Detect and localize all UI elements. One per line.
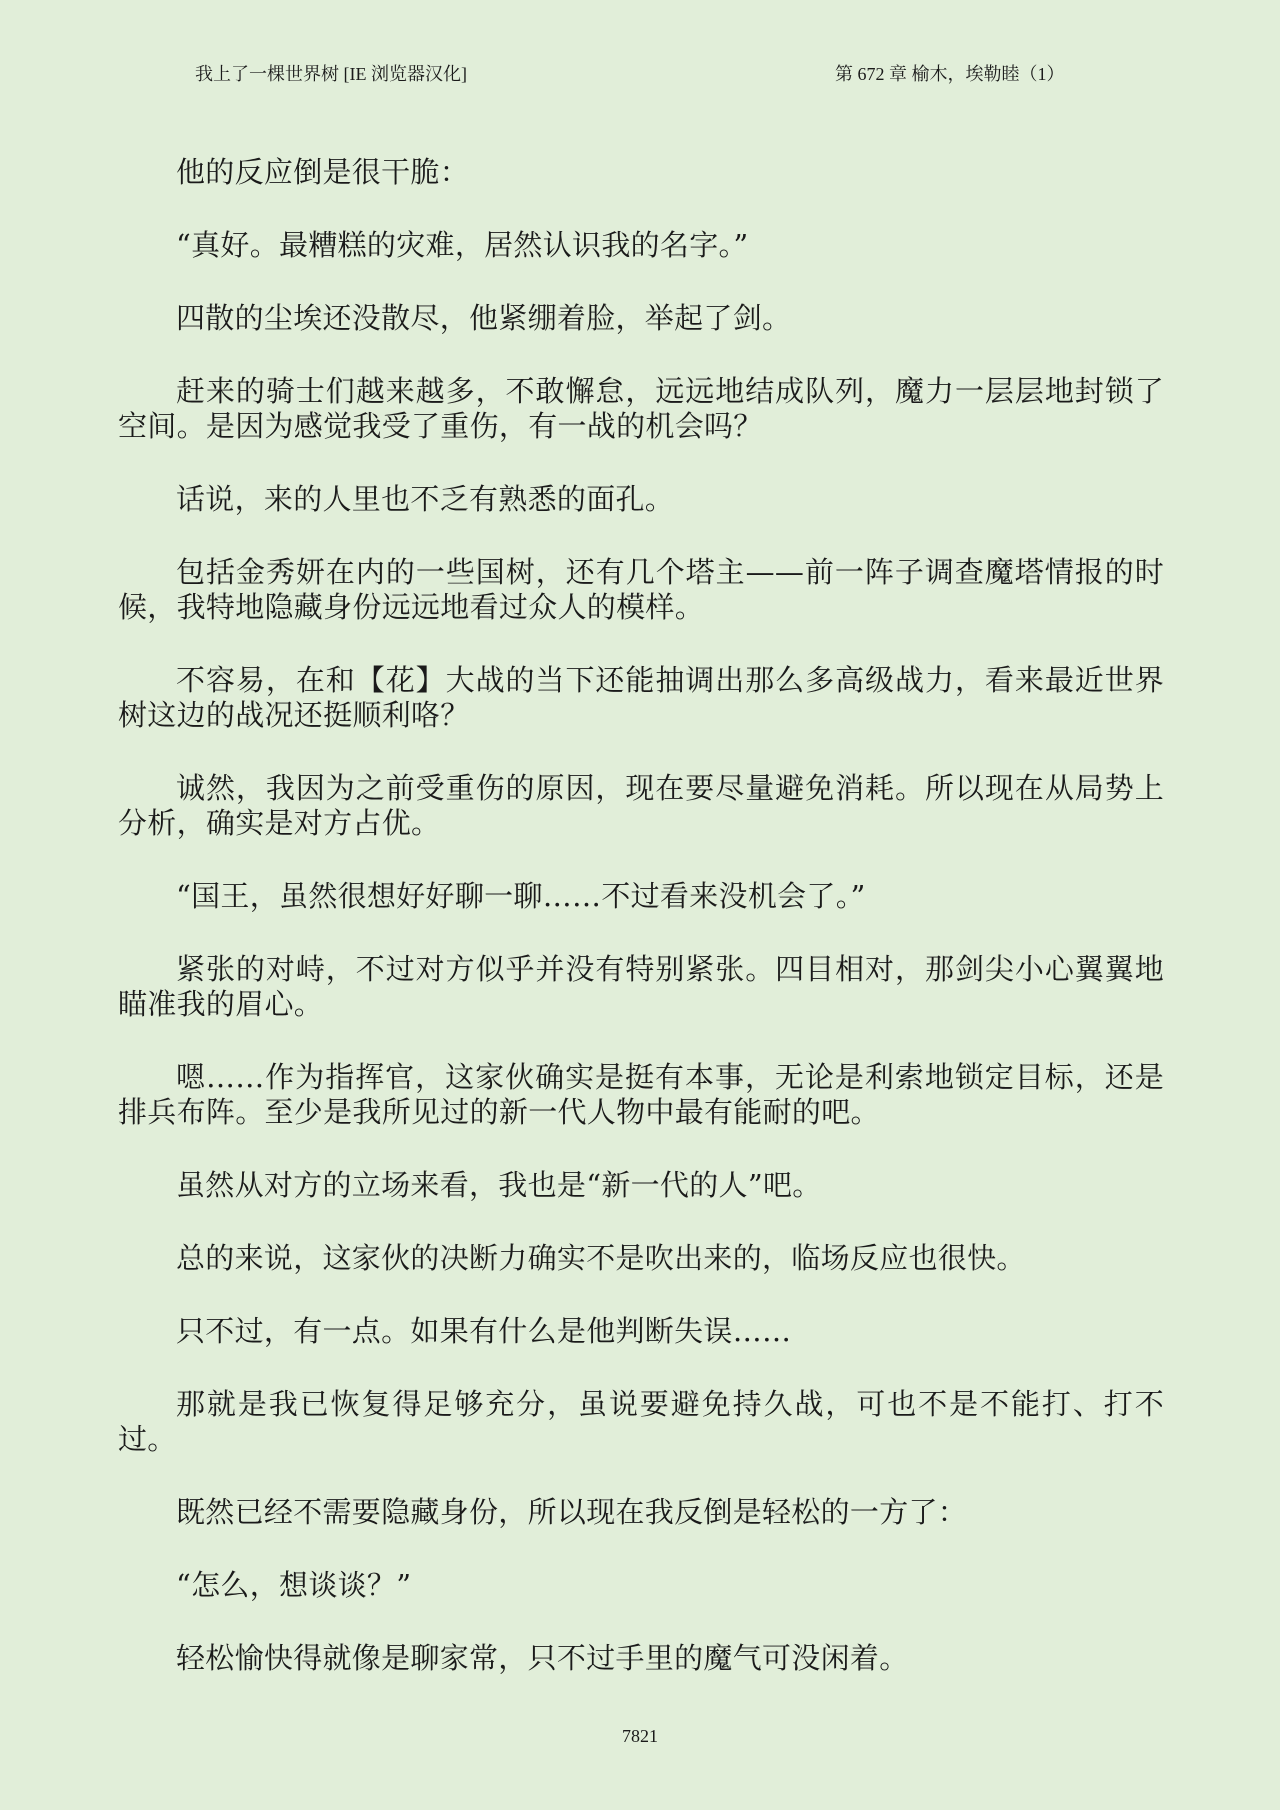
page-number: 7821 bbox=[622, 1726, 658, 1746]
paragraph: 只不过，有一点。如果有什么是他判断失误…… bbox=[176, 1314, 792, 1348]
paragraph: “怎么，想谈谈？” bbox=[176, 1568, 412, 1602]
paragraph: 虽然从对方的立场来看，我也是“新一代的人”吧。 bbox=[176, 1168, 822, 1202]
paragraph: 紧张的对峙，不过对方似乎并没有特别紧张。四目相对，那剑尖小心翼翼地瞄准我的眉心。 bbox=[118, 952, 1164, 1021]
paragraph: “国王，虽然很想好好聊一聊……不过看来没机会了。” bbox=[176, 879, 866, 913]
page-body bbox=[118, 155, 1164, 1714]
paragraph: 赶来的骑士们越来越多，不敢懈怠，远远地结成队列，魔力一层层地封锁了空间。是因为感觉我受了重伤，有一战的机会吗？ bbox=[118, 374, 1164, 443]
paragraph: 四散的尘埃还没散尽，他紧绷着脸，举起了剑。 bbox=[176, 301, 792, 335]
paragraph: 嗯……作为指挥官，这家伙确实是挺有本事，无论是利索地锁定目标，还是排兵布阵。至少是我所见过的新一代人物中最有能耐的吧。 bbox=[118, 1060, 1164, 1129]
paragraph: 话说，来的人里也不乏有熟悉的面孔。 bbox=[176, 482, 675, 516]
running-header-chapter-title: 第 672 章 榆木，埃勒睦（1） bbox=[835, 64, 1065, 84]
running-header-book-title: 我上了一棵世界树 [IE 浏览器汉化] bbox=[195, 64, 467, 84]
paragraph: 既然已经不需要隐藏身份，所以现在我反倒是轻松的一方了： bbox=[176, 1495, 968, 1529]
paragraph: 他的反应倒是很干脆： bbox=[176, 155, 470, 189]
paragraph: “真好。最糟糕的灾难，居然认识我的名字。” bbox=[176, 228, 749, 262]
paragraph: 轻松愉快得就像是聊家常，只不过手里的魔气可没闲着。 bbox=[176, 1641, 909, 1675]
paragraph: 包括金秀妍在内的一些国树，还有几个塔主——前一阵子调查魔塔情报的时候，我特地隐藏身份远远地看过众人的模样。 bbox=[118, 555, 1164, 624]
paragraph: 总的来说，这家伙的决断力确实不是吹出来的，临场反应也很快。 bbox=[176, 1241, 1026, 1275]
paragraph: 不容易，在和【花】大战的当下还能抽调出那么多高级战力，看来最近世界树这边的战况还挺顺利咯？ bbox=[118, 663, 1164, 732]
paragraph: 诚然，我因为之前受重伤的原因，现在要尽量避免消耗。所以现在从局势上分析，确实是对方占优。 bbox=[118, 771, 1164, 840]
paragraph: 那就是我已恢复得足够充分，虽说要避免持久战，可也不是不能打、打不过。 bbox=[118, 1387, 1164, 1456]
